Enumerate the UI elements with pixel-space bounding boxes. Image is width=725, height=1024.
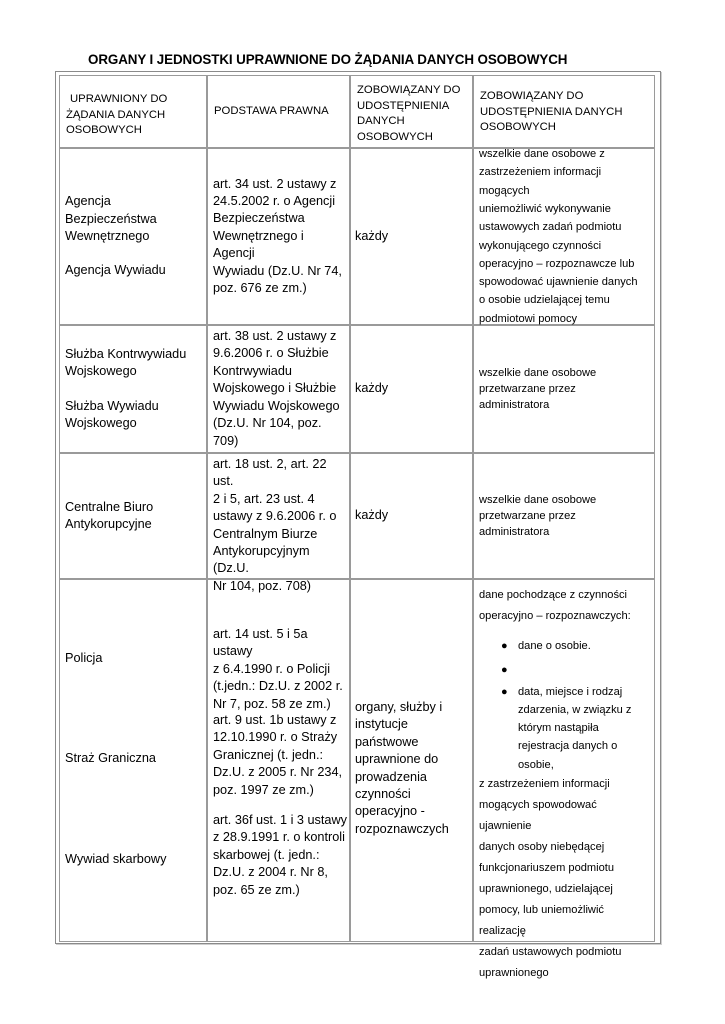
header-line: ŻĄDANIA DANYCH	[66, 108, 166, 121]
basis-line: poz. 65 ze zm.)	[213, 882, 300, 897]
scope-line: operacyjno – rozpoznawcze lub	[479, 257, 635, 270]
header-line: OSOBOWYCH	[66, 124, 142, 136]
table-row-cell-entity	[59, 325, 207, 453]
header-cell-entity	[59, 75, 207, 148]
basis-line: poz. 676 ze zm.)	[213, 281, 307, 296]
entity-line: Antykorupcyjne	[65, 517, 152, 531]
entity-straz-graniczna: Straż Graniczna	[65, 751, 156, 765]
basis-line: (Dz.U. Nr 104, poz. 709)	[213, 416, 322, 448]
basis-line: 9.6.2006 r. o Służbie	[213, 346, 329, 361]
table-row-cell-basis	[207, 148, 350, 325]
list-item	[479, 661, 649, 679]
basis-line: Dz.U. z 2004 r. Nr 8,	[213, 865, 328, 880]
table-row-cell-obliged	[350, 579, 473, 942]
basis-line: art. 9 ust. 1b ustawy z	[213, 713, 337, 727]
scope-line: zastrzeżeniem informacji mogących	[479, 166, 602, 197]
entity-line: Wewnętrznego	[65, 229, 150, 243]
table-row-cell-entity	[59, 453, 207, 579]
table-row-cell-scope	[473, 148, 655, 325]
basis-line: Nr 104, poz. 708)	[213, 578, 312, 593]
entity-line: Agencja Bezpieczeństwa	[65, 194, 157, 226]
bullet-text: zdarzenia, w związku z	[518, 703, 632, 716]
basis-line: 2 i 5, art. 23 ust. 4	[213, 491, 315, 506]
obliged-line: prowadzenia	[355, 769, 427, 784]
bullet-text: dane o osobie.	[518, 640, 591, 652]
scope-line: operacyjno – rozpoznawczych:	[479, 610, 631, 622]
obliged-line: organy, służby i	[355, 700, 443, 714]
header-line: OSOBOWYCH	[357, 130, 433, 143]
spacer	[65, 245, 201, 262]
basis-line: art. 36f ust. 1 i 3 ustawy	[213, 813, 347, 827]
scope-line: dane pochodzące z czynności	[479, 589, 628, 601]
table-row-cell-obliged	[350, 453, 473, 579]
scope-line: wszelkie dane osobowe	[479, 367, 597, 379]
header-line: UDOSTĘPNIENIA	[357, 99, 450, 112]
entity-line: Wojskowego	[65, 415, 137, 430]
scope-line: podmiotowi pomocy	[479, 312, 578, 325]
obliged-line: uprawnione do	[355, 752, 439, 767]
basis-line: ustawy z 9.6.2006 r. o	[213, 509, 337, 524]
basis-block-skarbowy	[213, 812, 347, 899]
obliged-line: instytucje państwowe	[355, 717, 419, 749]
scope-line: uprawnionego	[479, 967, 549, 980]
basis-line: Granicznej (t. jedn.:	[213, 747, 324, 762]
header-cell-basis	[207, 75, 350, 148]
basis-line: Dz.U. z 2005 r. Nr 234,	[213, 765, 343, 780]
scope-line: przetwarzane przez administratora	[479, 383, 576, 411]
table-row-cell-scope	[473, 453, 655, 579]
basis-block-straz	[213, 712, 342, 799]
obliged-line: rozpoznawczych	[355, 821, 449, 836]
basis-line: z 6.4.1990 r. o Policji	[213, 661, 331, 676]
scope-line: przetwarzane przez administratora	[479, 510, 576, 538]
basis-line: Nr 7, poz. 58 ze zm.)	[213, 696, 331, 711]
table-row-cell-basis	[207, 453, 350, 593]
bullet-text: rejestracja danych o	[518, 740, 618, 753]
entity-line: Służba Kontrwywiadu	[65, 346, 187, 361]
table-row-cell-obliged	[350, 325, 473, 453]
bullet-icon: ●	[501, 685, 508, 698]
scope-bullet-list	[479, 637, 649, 774]
scope-line: wszelkie dane osobowe z	[479, 148, 605, 161]
header-line: OSOBOWYCH	[480, 121, 556, 133]
basis-line: Kontrwywiadu	[213, 363, 292, 378]
scope-line: wszelkie dane osobowe	[479, 494, 597, 506]
scope-line: mogących spowodować ujawnienie	[479, 799, 597, 833]
basis-line: Bezpieczeństwa	[213, 211, 305, 226]
header-cell-scope	[473, 75, 655, 148]
entity-wywiad-skarbowy: Wywiad skarbowy	[65, 852, 167, 866]
scope-line: ustawowych zadań podmiotu	[479, 221, 622, 234]
table-row-cell-basis	[207, 325, 350, 453]
obliged-line: operacyjno -	[355, 804, 425, 819]
list-item	[479, 637, 649, 655]
table-row-cell-basis	[207, 579, 350, 942]
basis-line: art. 38 ust. 2 ustawy z	[213, 329, 337, 344]
page-title: ORGANY I JEDNOSTKI UPRAWNIONE DO ŻĄDANIA DANYCH OSOBOWYCH	[88, 52, 568, 67]
bullet-text: osobie,	[518, 758, 554, 771]
table-row-cell-entity	[59, 579, 207, 942]
obliged-line: czynności	[355, 787, 411, 802]
basis-line: 24.5.2002 r. o Agencji	[213, 193, 336, 208]
header-line: DANYCH	[357, 115, 405, 127]
basis-line: z 28.9.1991 r. o kontroli	[213, 830, 345, 845]
obliged-line: każdy	[355, 508, 389, 523]
header-line: ZOBOWIĄZANY DO	[480, 90, 584, 102]
basis-line: art. 18 ust. 2, art. 22 ust.	[213, 457, 327, 489]
basis-line: Wywiadu Wojskowego	[213, 398, 340, 413]
scope-line: pomocy, lub uniemożliwić realizację	[479, 904, 604, 938]
entity-line: Centralne Biuro	[65, 499, 154, 514]
basis-line: art. 34 ust. 2 ustawy z	[213, 176, 337, 191]
scope-line: uniemożliwić wykonywanie	[479, 202, 611, 215]
table-row-cell-scope	[473, 579, 655, 980]
basis-line: skarbowej (t. jedn.:	[213, 847, 320, 862]
basis-line: (t.jedn.: Dz.U. z 2002 r.	[213, 679, 343, 694]
scope-line: funkcjonariuszem podmiotu	[479, 862, 615, 875]
basis-line: Wewnętrznego i Agencji	[213, 228, 304, 261]
header-line: ZOBOWIĄZANY DO	[357, 84, 461, 96]
entity-line: Agencja Wywiadu	[65, 263, 166, 278]
basis-line: Centralnym Biurze	[213, 526, 318, 541]
bullet-icon: ●	[501, 664, 508, 677]
bullet-text: data, miejsce i rodzaj	[518, 685, 623, 698]
scope-line: wykonującego czynności	[479, 239, 602, 252]
basis-line: 12.10.1990 r. o Straży	[213, 730, 338, 745]
bullet-text: którym nastąpiła	[518, 722, 599, 735]
table-row-cell-obliged	[350, 148, 473, 325]
scope-line: danych osoby niebędącej	[479, 841, 605, 854]
obliged-line: każdy	[355, 228, 389, 243]
basis-line: Wywiadu (Dz.U. Nr 74,	[213, 263, 342, 278]
basis-block-policja	[213, 626, 349, 713]
entity-line: Wojskowego	[65, 364, 137, 379]
basis-line: Wojskowego i Służbie	[213, 381, 337, 396]
scope-line: z zastrzeżeniem informacji	[479, 778, 610, 791]
header-line: PODSTAWA PRAWNA	[214, 104, 329, 117]
entity-policja: Policja	[65, 651, 103, 665]
scope-line: spowodować ujawnienie danych	[479, 276, 638, 289]
data-table	[55, 71, 661, 980]
table-row-cell-scope	[473, 325, 655, 453]
table-row-cell-entity	[59, 148, 207, 325]
header-line: UPRAWNIONY DO	[70, 93, 168, 105]
bullet-text	[518, 664, 521, 676]
obliged-line: każdy	[355, 381, 389, 396]
scope-line: uprawnionego, udzielającej	[479, 883, 613, 896]
header-cell-obliged	[350, 75, 473, 148]
scope-line: zadań ustawowych podmiotu	[479, 946, 622, 959]
list-item	[479, 683, 649, 774]
header-line: UDOSTĘPNIENIA DANYCH	[480, 105, 623, 118]
basis-line: art. 14 ust. 5 i 5a ustawy	[213, 627, 308, 659]
spacer	[65, 381, 201, 398]
basis-line: poz. 1997 ze zm.)	[213, 782, 314, 797]
basis-line: Antykorupcyjnym (Dz.U.	[213, 544, 310, 576]
entity-line: Służba Wywiadu	[65, 398, 159, 413]
bullet-icon: ●	[501, 640, 508, 652]
scope-line: o osobie udzielającej temu	[479, 294, 610, 307]
